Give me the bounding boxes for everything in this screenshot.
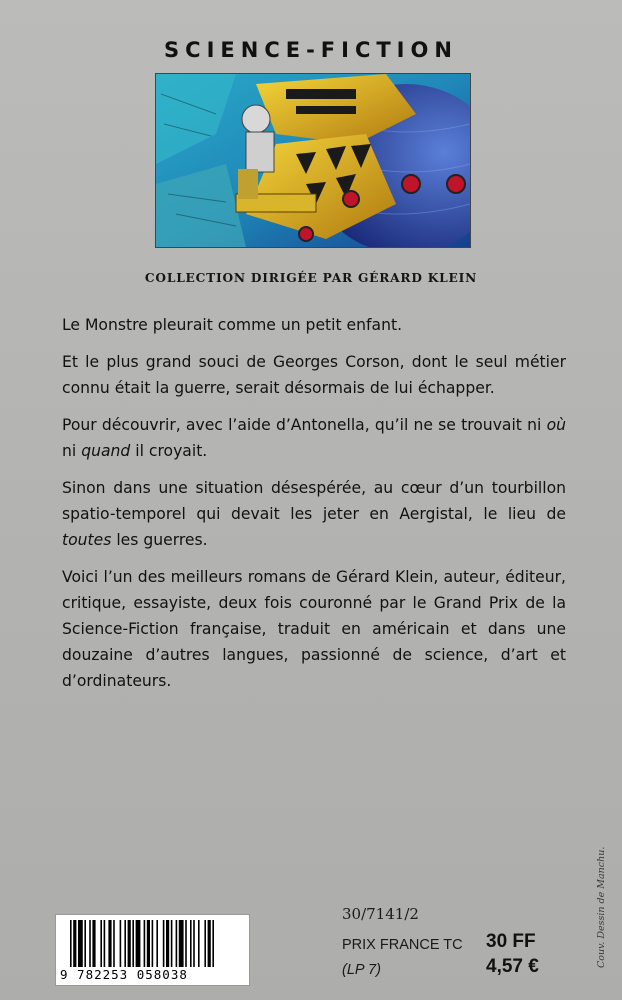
price-francs: 30 FF (486, 931, 536, 952)
isbn-digits: 9 782253 058038 (60, 967, 188, 982)
price-category: (LP 7) (342, 962, 381, 978)
price-euros: 4,57 € (486, 956, 539, 977)
cover-art-credit: Couv. Dessin de Manchu. (596, 846, 607, 968)
cover-illustration (155, 73, 471, 248)
back-cover-blurb (62, 312, 566, 705)
blurb-paragraph-3: Pour découvrir, avec l’aide d’Antonella, qu’il ne se trouvait ni où ni quand il croyait. (62, 416, 566, 460)
blurb-paragraph-4: Sinon dans une situation désespérée, au cœur d’un tourbillon spatio-temporel qui devait les jeter en Aergistal, le lieu de toutes les guerres. (62, 479, 566, 549)
collection-editor-line: COLLECTION DIRIGÉE PAR GÉRARD KLEIN (144, 271, 478, 285)
blurb-paragraph-1: Le Monstre pleurait comme un petit enfant. (62, 316, 403, 334)
catalog-number: 30/7141/2 (342, 905, 419, 923)
isbn-barcode (55, 914, 250, 986)
series-title: SCIENCE-FICTION (164, 38, 458, 62)
blurb-paragraph-2: Et le plus grand souci de Georges Corson, dont le seul métier connu était la guerre, serait désormais de lui échapper. (62, 353, 566, 397)
barcode-bars (56, 915, 249, 971)
blurb-paragraph-5: Voici l’un des meilleurs romans de Gérard Klein, auteur, éditeur, critique, essayiste, deux fois couronné par le Grand Prix de la Science-Fiction française, traduit en américain et dans une douzaine d’autres langues, passionné de science, d’art et d’ordinateurs. (62, 568, 566, 690)
price-label: PRIX FRANCE TC (342, 937, 463, 953)
